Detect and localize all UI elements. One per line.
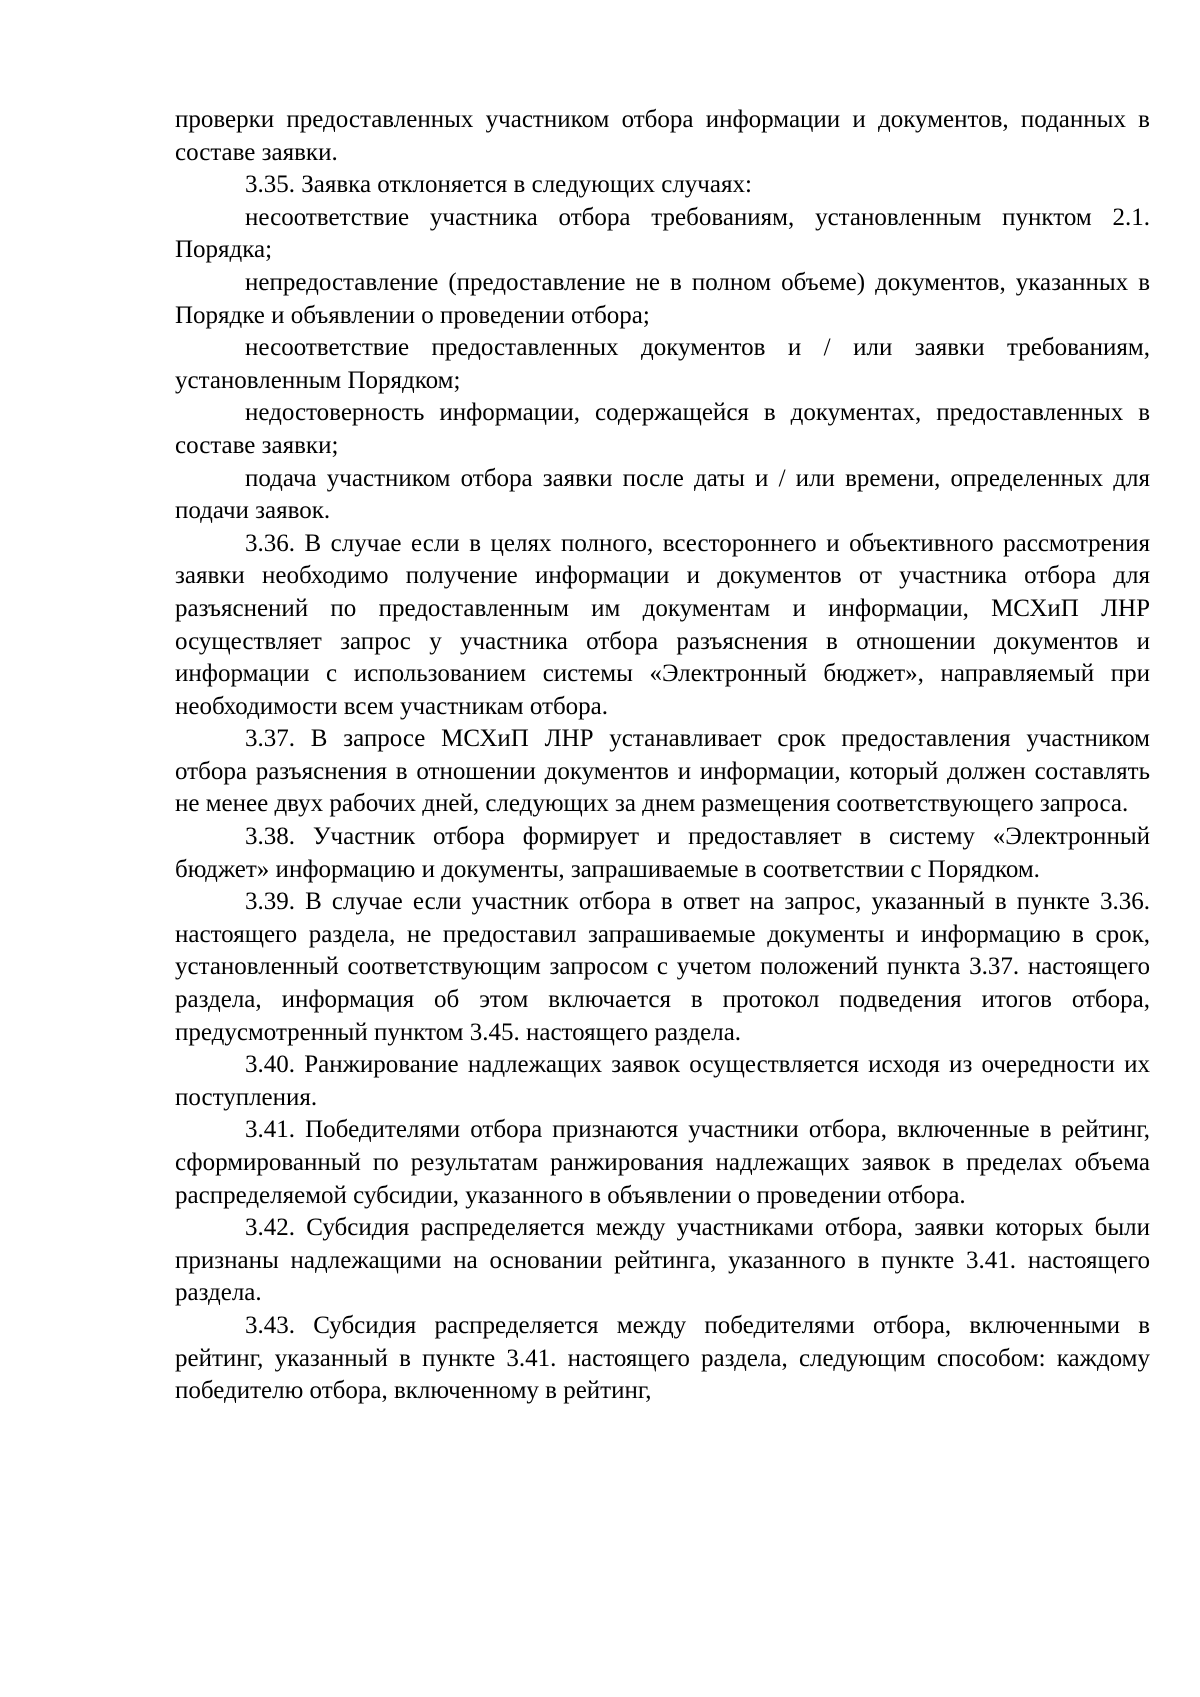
paragraph-3-42: 3.42. Субсидия распределяется между участниками отбора, заявки которых были признаны надлежащими на основании рейтинга, указанного в пункте 3.41. настоящего раздела. (175, 1214, 1150, 1307)
list-item-missing-documents: непредоставление (предоставление не в полном объеме) документов, указанных в Порядке и объявлении о проведении отбора; (175, 268, 1150, 329)
list-item-documents-mismatch: несоответствие предоставленных документов и / или заявки требованиям, установленным Порядком; (175, 334, 1150, 394)
paragraph-3-40: 3.40. Ранжирование надлежащих заявок осуществляется исходя из очередности их поступления. (175, 1051, 1150, 1111)
list-item-late-submission: подача участником отбора заявки после даты и / или времени, определенных для подачи заявок. (175, 464, 1150, 525)
paragraph-3-43: 3.43. Субсидия распределяется между победителями отбора, включенными в рейтинг, указанный в пункте 3.41. настоящего раздела, следующим способом: каждому победителю отбора, включенному в рейтинг, (175, 1311, 1150, 1405)
paragraph-continuation: проверки предоставленных участником отбора информации и документов, поданных в составе заявки. (175, 106, 1150, 166)
document-page (175, 104, 1150, 1408)
paragraph-3-37: 3.37. В запросе МСХиП ЛНР устанавливает срок предоставления участником отбора разъяснения в отношении документов и информации, который должен составлять не менее двух рабочих дней, следующих за днем размещения соответствующего запроса. (175, 725, 1150, 818)
paragraph-3-35: 3.35. Заявка отклоняется в следующих случаях: (245, 171, 752, 199)
paragraph-3-38: 3.38. Участник отбора формирует и предоставляет в систему «Электронный бюджет» информацию и документы, запрашиваемые в соответствии с Порядком. (175, 823, 1150, 883)
paragraph-3-36: 3.36. В случае если в целях полного, всестороннего и объективного рассмотрения заявки необходимо получение информации и документов от участника отбора для разъяснений по предоставленным им документам и информации, МСХиП ЛНР осуществляет запрос у участника отбора разъяснения в отношении документов и информации с использованием системы «Электронный бюджет», направляемый при необходимости всем участникам отбора. (175, 529, 1150, 720)
list-item-unreliable-info: недостоверность информации, содержащейся в документах, предоставленных в составе заявки; (175, 399, 1150, 459)
paragraph-3-39: 3.39. В случае если участник отбора в ответ на запрос, указанный в пункте 3.36. настоящего раздела, не предоставил запрашиваемые документы и информацию в срок, установленный соответствующим запросом с учетом положений пункта 3.37. настоящего раздела, информация об этом включается в протокол подведения итогов отбора, предусмотренный пунктом 3.45. настоящего раздела. (175, 888, 1150, 1046)
paragraph-3-41: 3.41. Победителями отбора признаются участники отбора, включенные в рейтинг, сформированный по результатам ранжирования надлежащих заявок в пределах объема распределяемой субсидии, указанного в объявлении о проведении отбора. (175, 1116, 1150, 1209)
list-item-criteria-mismatch: несоответствие участника отбора требованиям, установленным пунктом 2.1. Порядка; (175, 203, 1150, 264)
